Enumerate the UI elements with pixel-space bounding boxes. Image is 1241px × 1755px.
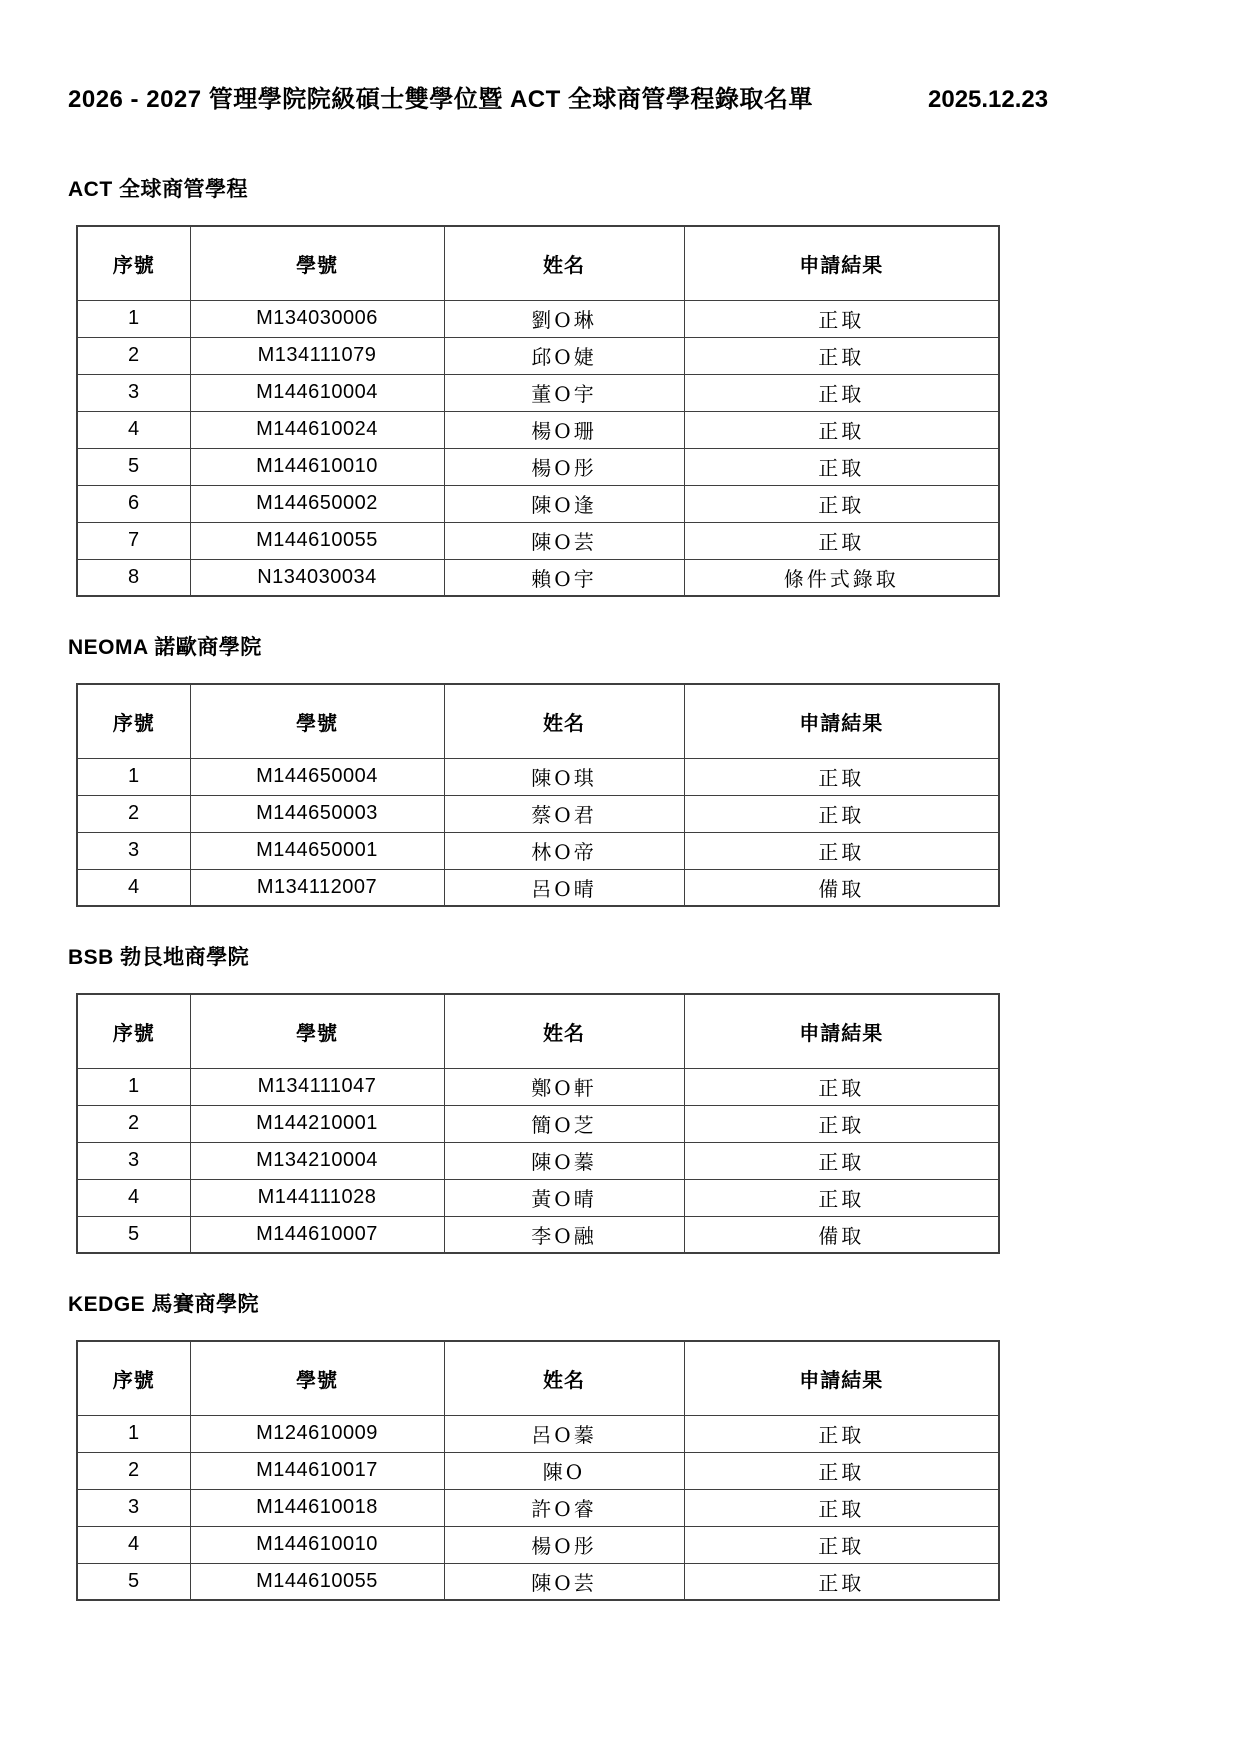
table-header-row — [77, 1341, 999, 1415]
cell-student-id: M124610009 — [190, 1415, 444, 1452]
cell-name: 蔡O君 — [444, 795, 684, 832]
admission-section — [68, 1292, 1241, 1601]
cell-name: 楊O珊 — [444, 411, 684, 448]
cell-result: 正取 — [684, 337, 999, 374]
document-header — [68, 85, 1241, 115]
cell-student-id: M134030006 — [190, 300, 444, 337]
cell-name: 許O睿 — [444, 1489, 684, 1526]
section-heading: KEDGE 馬賽商學院 — [68, 1293, 260, 1316]
cell-result: 正取 — [684, 1526, 999, 1563]
table-row — [77, 869, 999, 906]
cell-name: 賴O宇 — [444, 559, 684, 596]
cell-student-id: M144610018 — [190, 1489, 444, 1526]
cell-result: 備取 — [684, 1216, 999, 1253]
cell-student-id: M144650001 — [190, 832, 444, 869]
cell-result: 正取 — [684, 758, 999, 795]
cell-student-id: M144650002 — [190, 485, 444, 522]
table-row — [77, 1489, 999, 1526]
cell-seq: 5 — [77, 448, 190, 485]
cell-student-id: M134210004 — [190, 1142, 444, 1179]
cell-result: 正取 — [684, 1105, 999, 1142]
cell-name: 楊O彤 — [444, 1526, 684, 1563]
column-header-student-id: 學號 — [190, 1341, 444, 1415]
table-row — [77, 795, 999, 832]
cell-seq: 4 — [77, 411, 190, 448]
table-row — [77, 337, 999, 374]
cell-result: 條件式錄取 — [684, 559, 999, 596]
table-row — [77, 374, 999, 411]
cell-seq: 5 — [77, 1216, 190, 1253]
cell-student-id: M144610010 — [190, 448, 444, 485]
cell-seq: 1 — [77, 300, 190, 337]
cell-result: 正取 — [684, 1068, 999, 1105]
cell-student-id: N134030034 — [190, 559, 444, 596]
cell-result: 正取 — [684, 832, 999, 869]
cell-student-id: M144610024 — [190, 411, 444, 448]
column-header-result: 申請結果 — [684, 684, 999, 758]
cell-name: 呂O晴 — [444, 869, 684, 906]
column-header-result: 申請結果 — [684, 994, 999, 1068]
admission-section — [68, 177, 1241, 597]
cell-result: 正取 — [684, 448, 999, 485]
cell-student-id: M134111047 — [190, 1068, 444, 1105]
cell-seq: 6 — [77, 485, 190, 522]
column-header-seq: 序號 — [77, 994, 190, 1068]
cell-student-id: M144610007 — [190, 1216, 444, 1253]
cell-result: 正取 — [684, 300, 999, 337]
cell-name: 楊O彤 — [444, 448, 684, 485]
cell-student-id: M144610055 — [190, 522, 444, 559]
cell-name: 呂O蓁 — [444, 1415, 684, 1452]
cell-seq: 3 — [77, 1142, 190, 1179]
column-header-result: 申請結果 — [684, 226, 999, 300]
table-row — [77, 1216, 999, 1253]
cell-seq: 4 — [77, 869, 190, 906]
cell-seq: 5 — [77, 1563, 190, 1600]
cell-name: 陳O逢 — [444, 485, 684, 522]
table-row — [77, 448, 999, 485]
admission-section — [68, 945, 1241, 1254]
cell-student-id: M144610017 — [190, 1452, 444, 1489]
column-header-name: 姓名 — [444, 994, 684, 1068]
table-header-row — [77, 994, 999, 1068]
cell-seq: 3 — [77, 374, 190, 411]
column-header-name: 姓名 — [444, 1341, 684, 1415]
cell-student-id: M144650004 — [190, 758, 444, 795]
cell-student-id: M144650003 — [190, 795, 444, 832]
sections-container — [68, 177, 1241, 1601]
cell-seq: 8 — [77, 559, 190, 596]
column-header-name: 姓名 — [444, 684, 684, 758]
table-header-row — [77, 226, 999, 300]
cell-result: 正取 — [684, 374, 999, 411]
cell-result: 正取 — [684, 1563, 999, 1600]
column-header-student-id: 學號 — [190, 684, 444, 758]
cell-result: 正取 — [684, 1415, 999, 1452]
column-header-seq: 序號 — [77, 684, 190, 758]
cell-seq: 2 — [77, 1452, 190, 1489]
cell-name: 簡O芝 — [444, 1105, 684, 1142]
table-row — [77, 1142, 999, 1179]
admission-section — [68, 635, 1241, 907]
column-header-result: 申請結果 — [684, 1341, 999, 1415]
cell-name: 陳O芸 — [444, 522, 684, 559]
cell-seq: 7 — [77, 522, 190, 559]
section-heading: NEOMA 諾歐商學院 — [68, 636, 262, 659]
admission-table — [76, 683, 1000, 907]
cell-result: 正取 — [684, 1142, 999, 1179]
cell-student-id: M144210001 — [190, 1105, 444, 1142]
table-row — [77, 1526, 999, 1563]
cell-result: 正取 — [684, 1452, 999, 1489]
column-header-seq: 序號 — [77, 226, 190, 300]
cell-student-id: M144610004 — [190, 374, 444, 411]
table-row — [77, 485, 999, 522]
table-row — [77, 300, 999, 337]
cell-result: 正取 — [684, 1179, 999, 1216]
cell-result: 正取 — [684, 411, 999, 448]
cell-name: 邱O婕 — [444, 337, 684, 374]
admission-table — [76, 1340, 1000, 1601]
document-date: 2025.12.23 — [928, 86, 1049, 113]
table-header-row — [77, 684, 999, 758]
column-header-seq: 序號 — [77, 1341, 190, 1415]
cell-seq: 4 — [77, 1526, 190, 1563]
cell-seq: 1 — [77, 1415, 190, 1452]
cell-student-id: M144111028 — [190, 1179, 444, 1216]
cell-name: 董O宇 — [444, 374, 684, 411]
table-row — [77, 1415, 999, 1452]
table-row — [77, 1452, 999, 1489]
cell-name: 陳O蓁 — [444, 1142, 684, 1179]
cell-result: 備取 — [684, 869, 999, 906]
cell-name: 劉O琳 — [444, 300, 684, 337]
cell-seq: 2 — [77, 1105, 190, 1142]
section-heading: ACT 全球商管學程 — [68, 178, 248, 201]
cell-student-id: M134112007 — [190, 869, 444, 906]
table-row — [77, 1068, 999, 1105]
cell-name: 黃O晴 — [444, 1179, 684, 1216]
cell-seq: 3 — [77, 832, 190, 869]
table-row — [77, 411, 999, 448]
admission-table — [76, 993, 1000, 1254]
column-header-student-id: 學號 — [190, 994, 444, 1068]
table-row — [77, 832, 999, 869]
cell-result: 正取 — [684, 1489, 999, 1526]
cell-name: 陳O芸 — [444, 1563, 684, 1600]
cell-name: 李O融 — [444, 1216, 684, 1253]
cell-name: 陳O琪 — [444, 758, 684, 795]
table-row — [77, 1563, 999, 1600]
cell-seq: 2 — [77, 337, 190, 374]
cell-seq: 2 — [77, 795, 190, 832]
cell-seq: 4 — [77, 1179, 190, 1216]
document-title: 2026 - 2027 管理學院院級碩士雙學位暨 ACT 全球商管學程錄取名單 — [68, 86, 813, 113]
table-row — [77, 758, 999, 795]
cell-student-id: M144610055 — [190, 1563, 444, 1600]
column-header-name: 姓名 — [444, 226, 684, 300]
table-row — [77, 559, 999, 596]
cell-seq: 1 — [77, 758, 190, 795]
admission-table — [76, 225, 1000, 597]
cell-result: 正取 — [684, 795, 999, 832]
section-heading: BSB 勃艮地商學院 — [68, 946, 250, 969]
table-row — [77, 522, 999, 559]
cell-result: 正取 — [684, 522, 999, 559]
cell-name: 陳O — [444, 1452, 684, 1489]
cell-seq: 1 — [77, 1068, 190, 1105]
column-header-student-id: 學號 — [190, 226, 444, 300]
cell-seq: 3 — [77, 1489, 190, 1526]
cell-name: 鄭O軒 — [444, 1068, 684, 1105]
table-row — [77, 1179, 999, 1216]
cell-name: 林O帝 — [444, 832, 684, 869]
cell-student-id: M134111079 — [190, 337, 444, 374]
cell-result: 正取 — [684, 485, 999, 522]
table-row — [77, 1105, 999, 1142]
cell-student-id: M144610010 — [190, 1526, 444, 1563]
